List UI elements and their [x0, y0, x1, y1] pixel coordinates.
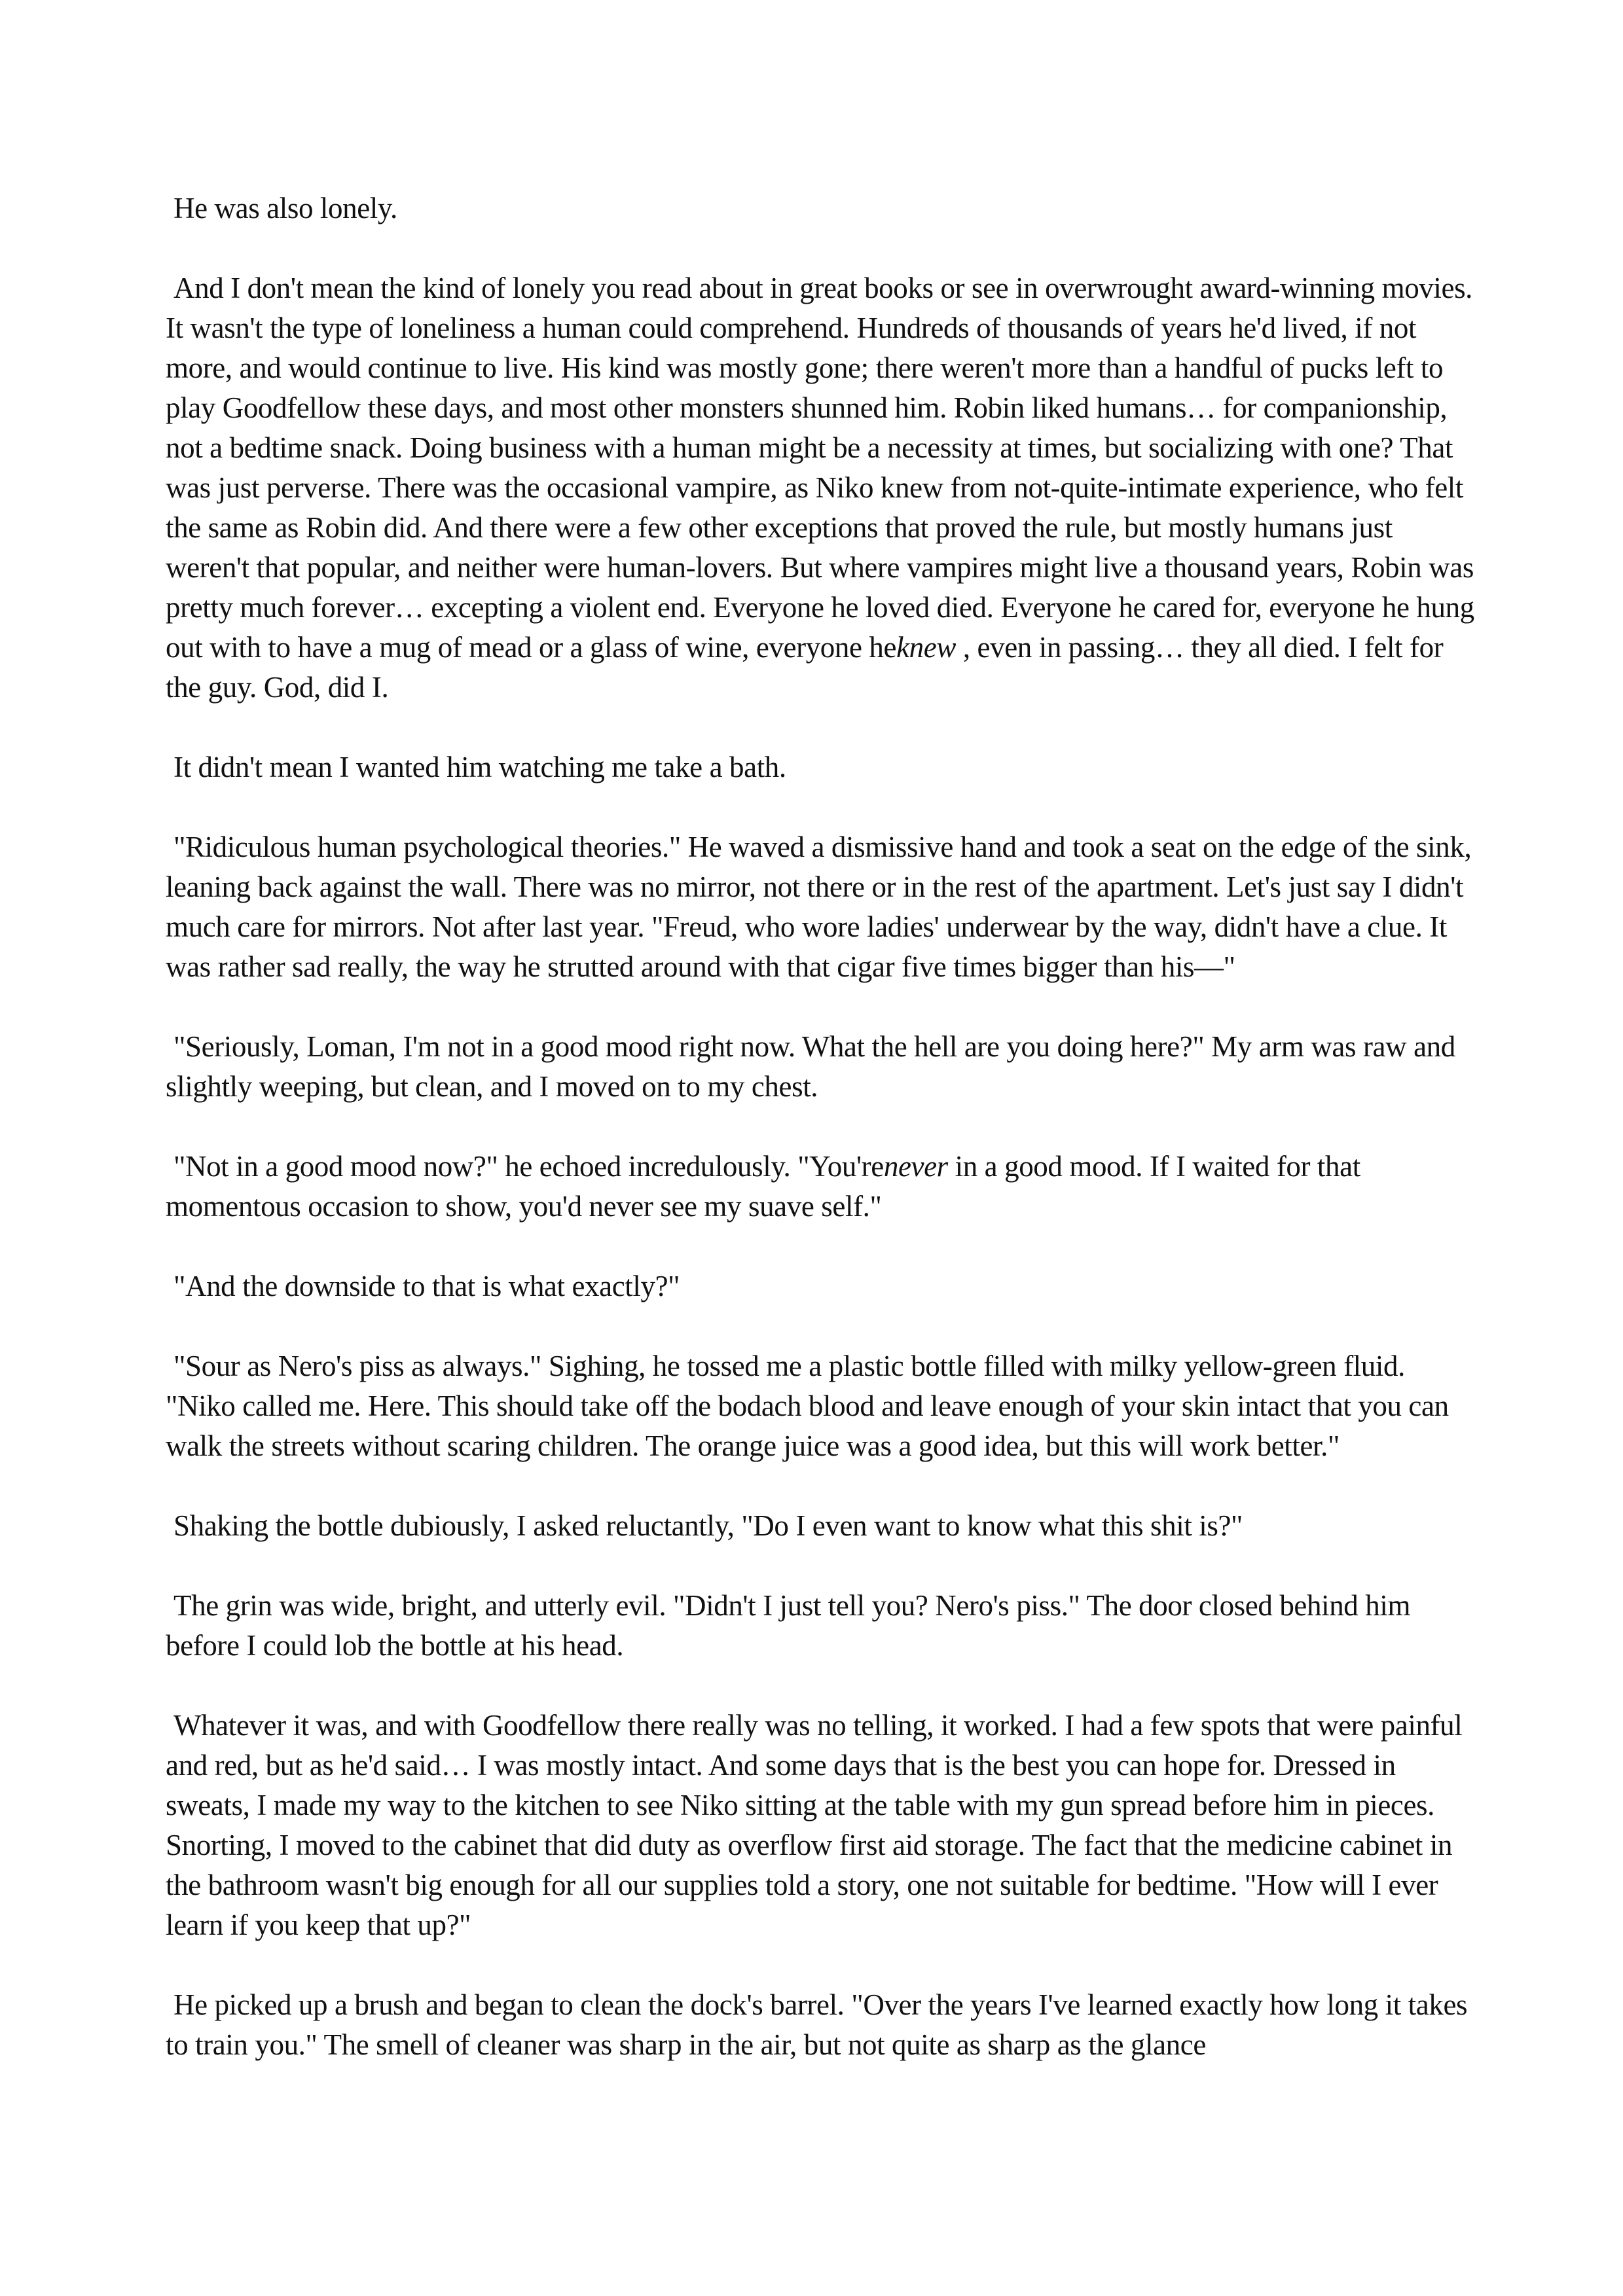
paragraph-3: It didn't mean I wanted him watching me take a bath.: [173, 751, 786, 783]
paragraph-8: "Sour as Nero's piss as always." Sighing, he tossed me a plastic bottle filled with milky yellow-green fluid. "Niko called me. Here. This should take off the bodach blood and leave enough of your skin intact that you can walk the streets without scaring children. The orange juice was a good idea, but this will work better.": [166, 1350, 1449, 1462]
paragraph-2: [166, 268, 1475, 708]
paragraph-2-text-end: , even in passing… they all died. I felt for the guy. God, did I.: [166, 631, 1444, 704]
paragraph-1: He was also lonely.: [173, 192, 397, 224]
paragraph-10: The grin was wide, bright, and utterly evil. "Didn't I just tell you? Nero's piss." The door closed behind him before I could lob the bottle at his head.: [166, 1589, 1411, 1662]
paragraph-6-emphasis: never: [883, 1150, 948, 1183]
body-text: [166, 188, 1475, 2065]
paragraph-6-text-start: "Not in a good mood now?" he echoed incredulously. "You're: [173, 1150, 884, 1183]
paragraph-9: Shaking the bottle dubiously, I asked reluctantly, "Do I even want to know what this shit is?": [173, 1509, 1243, 1542]
paragraph-2-emphasis: knew: [896, 631, 956, 664]
paragraph-6: [166, 1147, 1475, 1227]
paragraph-4: "Ridiculous human psychological theories." He waved a dismissive hand and took a seat on the edge of the sink, leaning back against the wall. There was no mirror, not there or in the rest of the apartment. Let's just say I didn't much care for mirrors. Not after last year. "Freud, who wore ladies' underwear by the way, didn't have a clue. It was rather sad really, the way he strutted around with that cigar five times bigger than his—": [166, 831, 1472, 983]
paragraph-12: He picked up a brush and began to clean the dock's barrel. "Over the years I've learned exactly how long it takes to train you." The smell of cleaner was sharp in the air, but not quite as sharp as the glance: [166, 1988, 1468, 2061]
paragraph-2-text-start: And I don't mean the kind of lonely you read about in great books or see in overwrought award-winning movies. It wasn't the type of loneliness a human could comprehend. Hundreds of thousands of years he'd lived, if not more, and would continue to live. His kind was mostly gone; there weren't more than a handful of pucks left to play Goodfellow these days, and most other monsters shunned him. Robin liked humans… for companionship, not a bedtime snack. Doing business with a human might be a necessity at times, but socializing with one? That was just perverse. There was the occasional vampire, as Niko knew from not-quite-intimate experience, who felt the same as Robin did. And there were a few other exceptions that proved the rule, but mostly humans just weren't that popular, and neither were human-lovers. But where vampires might live a thousand years, Robin was pretty much forever… excepting a violent end. Everyone he loved died. Everyone he cared for, everyone he hung out with to have a mug of mead or a glass of wine, everyone he: [166, 272, 1474, 664]
paragraph-7: "And the downside to that is what exactly?": [173, 1270, 680, 1302]
paragraph-5: "Seriously, Loman, I'm not in a good mood right now. What the hell are you doing here?" My arm was raw and slightly weeping, but clean, and I moved on to my chest.: [166, 1030, 1455, 1103]
paragraph-6-text-end: in a good mood. If I waited for that momentous occasion to show, you'd never see my suave self.": [166, 1150, 1360, 1223]
paragraph-11: Whatever it was, and with Goodfellow there really was no telling, it worked. I had a few spots that were painful and red, but as he'd said… I was mostly intact. And some days that is the best you can hope for. Dressed in sweats, I made my way to the kitchen to see Niko sitting at the table with my gun spread before him in pieces. Snorting, I moved to the cabinet that did duty as overflow first aid storage. The fact that the medicine cabinet in the bathroom wasn't big enough for all our supplies told a story, one not suitable for bedtime. "How will I ever learn if you keep that up?": [166, 1709, 1463, 1941]
